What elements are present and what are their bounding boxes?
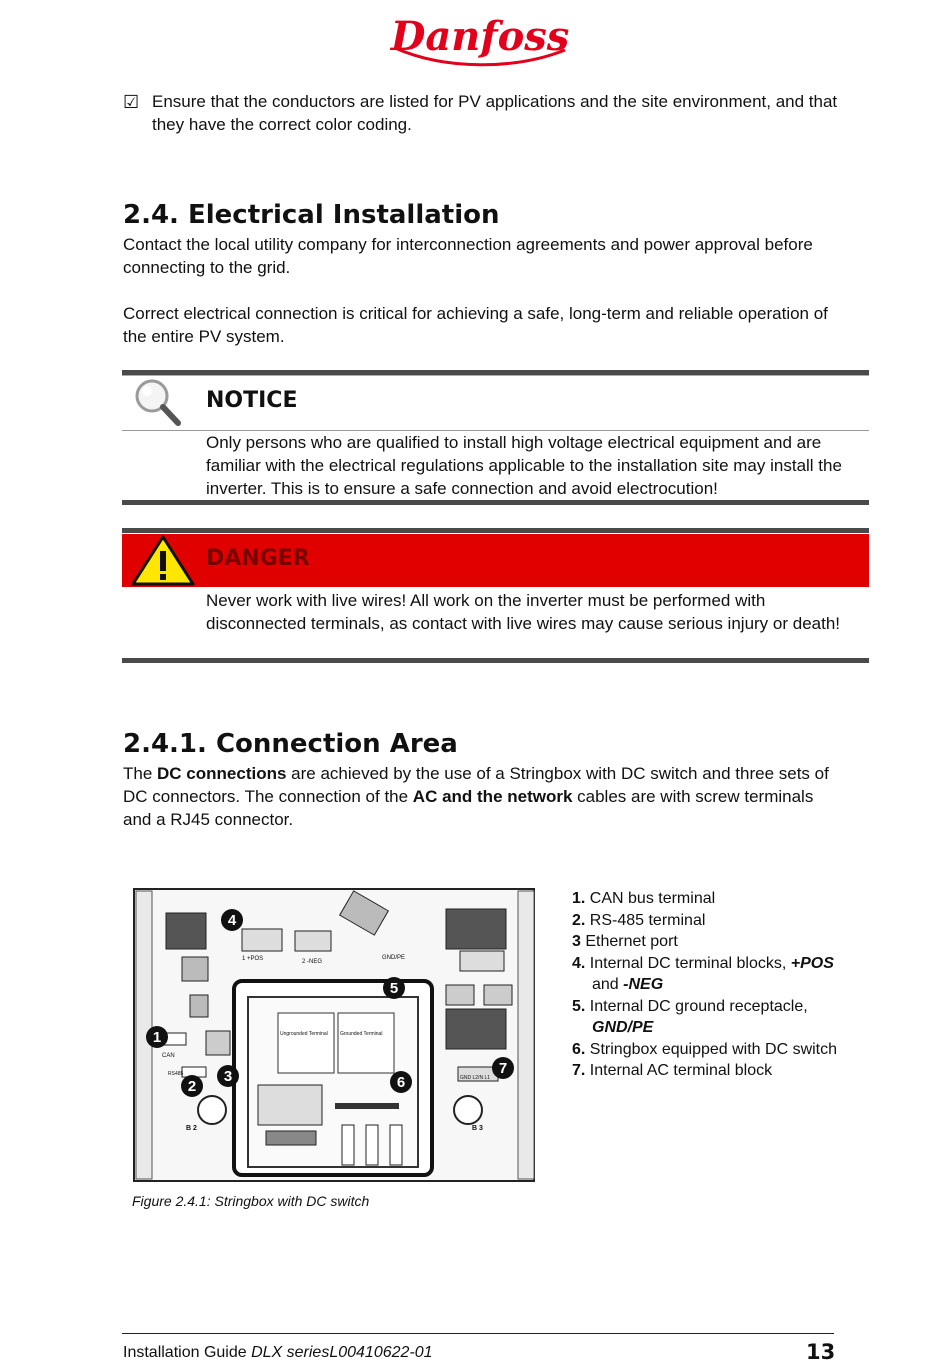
legend-item: 7. Internal AC terminal block bbox=[572, 1062, 773, 1079]
checked-box-icon: ☑ bbox=[123, 92, 140, 112]
footer-text: Installation Guide DLX seriesL00410622-01 bbox=[123, 1344, 433, 1361]
svg-text:B 2: B 2 bbox=[186, 1125, 197, 1132]
section-paragraph-2: Correct electrical connection is critical for achieving a safe, long-term and reliable operation of the entire PV system. bbox=[123, 304, 828, 346]
section-heading-2-4: 2.4. Electrical Installation bbox=[123, 200, 500, 230]
marker-1 bbox=[146, 1026, 168, 1048]
legend-item: 2. RS-485 terminal bbox=[572, 911, 706, 929]
legend-item: 3 Ethernet port bbox=[572, 933, 678, 950]
notice-title: NOTICE bbox=[206, 388, 298, 413]
section-heading-2-4-1: 2.4.1. Connection Area bbox=[123, 729, 458, 759]
svg-text:CAN: CAN bbox=[162, 1053, 175, 1059]
warning-triangle-icon bbox=[130, 534, 196, 586]
checklist-item: Ensure that the conductors are listed for PV applications and the site environment, and that they have the correct color coding. bbox=[152, 92, 838, 134]
marker-3 bbox=[217, 1065, 239, 1087]
svg-text:6: 6 bbox=[396, 1074, 406, 1091]
legend-item: 6. Stringbox equipped with DC switch bbox=[572, 1040, 838, 1058]
magnifier-icon bbox=[128, 376, 188, 428]
danger-top-rule bbox=[122, 528, 869, 533]
svg-text:3: 3 bbox=[223, 1068, 233, 1085]
danger-text: Never work with live wires! All work on the inverter must be performed with disconnected terminals, as contact with live wires may cause serious injury or death! bbox=[206, 591, 841, 633]
svg-text:Ungrounded Terminal: Ungrounded Terminal bbox=[280, 1031, 328, 1037]
danger-bottom-rule bbox=[122, 658, 869, 663]
legend-item: 4. Internal DC terminal blocks, +POS bbox=[572, 954, 834, 972]
danfoss-logo bbox=[385, 8, 575, 78]
svg-text:1 +POS: 1 +POS bbox=[242, 956, 264, 962]
svg-text:B 3: B 3 bbox=[472, 1125, 483, 1132]
legend-item-continued: GND/PE bbox=[592, 1019, 654, 1036]
danger-title: DANGER bbox=[206, 546, 310, 571]
stringbox-figure bbox=[130, 885, 540, 1185]
page-number: 13 bbox=[806, 1340, 836, 1364]
svg-text:GND L2/N L1: GND L2/N L1 bbox=[460, 1075, 491, 1081]
svg-text:2 -NEG: 2 -NEG bbox=[302, 959, 323, 965]
svg-text:5: 5 bbox=[389, 980, 399, 997]
section-paragraph-1: Contact the local utility company for interconnection agreements and power approval before connecting to the grid. bbox=[123, 235, 813, 277]
svg-text:7: 7 bbox=[498, 1060, 508, 1077]
svg-text:4: 4 bbox=[227, 912, 237, 929]
marker-5 bbox=[383, 977, 405, 999]
marker-6 bbox=[390, 1071, 412, 1093]
notice-top-rule bbox=[122, 370, 869, 376]
marker-2 bbox=[181, 1075, 203, 1097]
logo-text: Danfoss bbox=[390, 13, 570, 60]
legend-item: 1. CAN bus terminal bbox=[572, 890, 716, 907]
connection-area-paragraph: The DC connections are achieved by the use of a Stringbox with DC switch and three sets of DC connectors. The connection of the AC and the network cables are with screw terminals and a RJ45 connector. bbox=[123, 764, 829, 829]
notice-text: Only persons who are qualified to install high voltage electrical equipment and are familiar with the electrical regulations applicable to the installation site may install the inverter. This is to ensure a safe connection and avoid electrocution! bbox=[206, 433, 842, 498]
notice-bottom-rule bbox=[122, 500, 869, 505]
svg-text:Grounded Terminal: Grounded Terminal bbox=[340, 1031, 383, 1037]
figure-legend bbox=[572, 888, 862, 1082]
marker-7 bbox=[492, 1057, 514, 1079]
svg-text:2: 2 bbox=[187, 1078, 197, 1095]
footer-rule bbox=[122, 1333, 834, 1334]
legend-item: 5. Internal DC ground receptacle, bbox=[572, 997, 808, 1015]
marker-4 bbox=[221, 909, 243, 931]
svg-text:1: 1 bbox=[152, 1029, 162, 1046]
svg-text:GND/PE: GND/PE bbox=[382, 955, 406, 961]
figure-caption: Figure 2.4.1: Stringbox with DC switch bbox=[132, 1193, 370, 1209]
svg-text:RS485: RS485 bbox=[168, 1071, 184, 1077]
legend-item-continued: and -NEG bbox=[592, 976, 664, 993]
